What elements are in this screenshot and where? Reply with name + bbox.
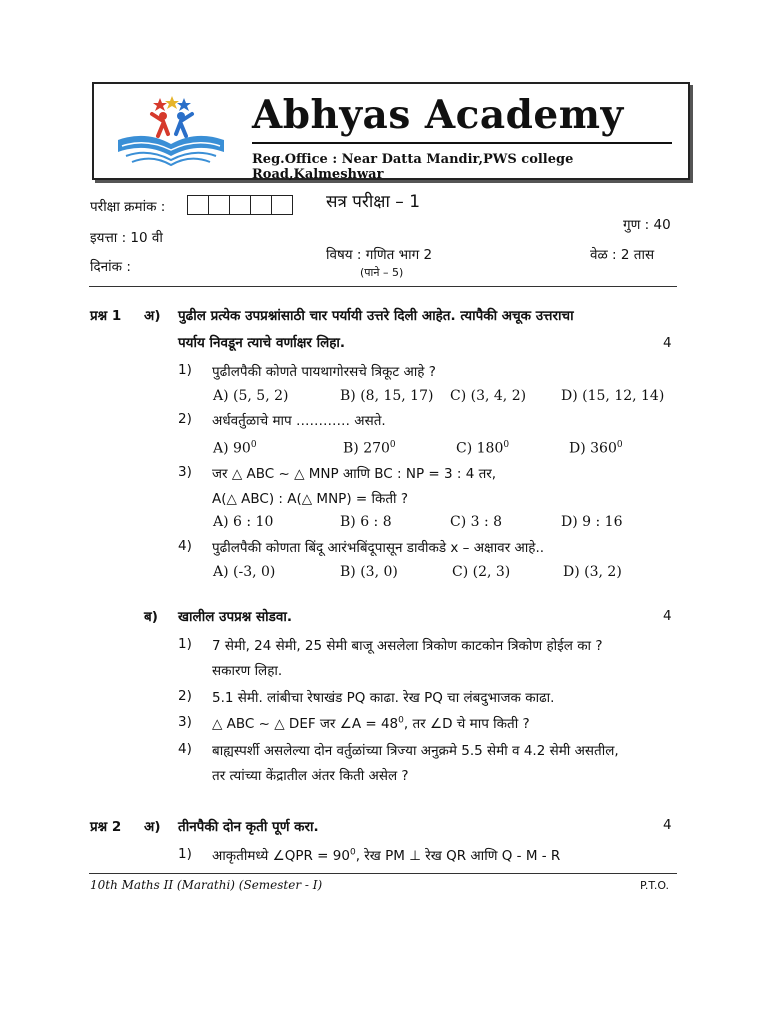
q1a-item3-option-c: C) 3 : 8 — [450, 514, 503, 530]
academy-name: Abhyas Academy — [252, 92, 624, 138]
seat-box[interactable] — [271, 195, 293, 215]
q1a-item4-option-a: A) (-3, 0) — [213, 564, 276, 580]
q1a-item1-num: 1) — [178, 362, 192, 378]
q1a-item2-option-a: A) $90^0$ — [213, 440, 257, 457]
q1a-marks: 4 — [663, 335, 672, 351]
q1b-instruction: खालील उपप्रश्न सोडवा. — [178, 609, 293, 625]
q1b-item1-num: 1) — [178, 636, 192, 652]
q2a-instruction: तीनपैकी दोन कृती पूर्ण करा. — [178, 819, 319, 835]
academy-logo-icon — [108, 94, 228, 168]
q2a-item1-text: आकृतीमध्ये ∠QPR = $90^0$, रेख PM ⊥ रेख QR आणि Q - M - R — [212, 847, 561, 864]
q1a-item1-text: पुढीलपैकी कोणते पायथागोरसचे त्रिकूट आहे ? — [212, 364, 436, 380]
header-rule — [89, 286, 677, 287]
q2-label: प्रश्न 2 — [90, 819, 122, 835]
class-label: इयत्ता : 10 वी — [90, 230, 163, 246]
q2a-marks: 4 — [663, 817, 672, 833]
q1a-item3-num: 3) — [178, 464, 192, 480]
seat-box[interactable] — [187, 195, 208, 215]
seat-box[interactable] — [208, 195, 229, 215]
subject-label: विषय : गणित भाग 2 — [326, 247, 433, 263]
q1a-item3-option-a: A) 6 : 10 — [213, 514, 274, 530]
total-marks: गुण : 40 — [623, 217, 671, 233]
q1a-item1-option-a: A) (5, 5, 2) — [213, 388, 289, 404]
seat-box[interactable] — [250, 195, 271, 215]
academy-banner — [92, 82, 690, 180]
q1a-item1-option-b: B) (8, 15, 17) — [340, 388, 434, 404]
q1a-item4-text: पुढीलपैकी कोणता बिंदू आरंभबिंदूपासून डावीकडे x – अक्षावर आहे.. — [212, 540, 545, 556]
q1b-item1-text2: सकारण लिहा. — [212, 663, 283, 679]
q1a-label: अ) — [144, 308, 161, 324]
q1b-label: ब) — [144, 609, 158, 625]
q1b-item4-num: 4) — [178, 741, 192, 757]
q1a-item2-option-b: B) $270^0$ — [343, 440, 396, 457]
q1b-item1-text: 7 सेमी, 24 सेमी, 25 सेमी बाजू असलेला त्रिकोण काटकोन त्रिकोण होईल का ? — [212, 638, 603, 654]
footer-rule — [89, 873, 677, 874]
seat-box[interactable] — [229, 195, 250, 215]
footer-pto: P.T.O. — [640, 879, 670, 892]
q1a-item3-option-b: B) 6 : 8 — [340, 514, 392, 530]
q1b-marks: 4 — [663, 608, 672, 624]
exam-title: सत्र परीक्षा – 1 — [326, 192, 421, 212]
q1a-item4-option-d: D) (3, 2) — [563, 564, 622, 580]
q1b-item4-text: बाह्यस्पर्शी असलेल्या दोन वर्तुळांच्या त्रिज्या अनुक्रमे 5.5 सेमी व 4.2 सेमी असतील, — [212, 743, 619, 759]
q1a-item2-num: 2) — [178, 411, 192, 427]
title-underline — [252, 142, 672, 144]
q1a-item3-text2: A(△ ABC) : A(△ MNP) = किती ? — [212, 491, 408, 507]
q1a-item4-option-b: B) (3, 0) — [340, 564, 398, 580]
q1b-item4-text2: तर त्यांच्या केंद्रातील अंतर किती असेल ? — [212, 768, 409, 784]
q1b-item3-num: 3) — [178, 714, 192, 730]
q1a-item4-num: 4) — [178, 538, 192, 554]
q1a-instruction-line1: पुढील प्रत्येक उपप्रश्नांसाठी चार पर्यायी उत्तरे दिली आहेत. त्यापैकी अचूक उत्तराचा — [178, 308, 574, 324]
reg-office-address: Reg.Office : Near Datta Mandir,PWS college Road,Kalmeshwar — [252, 152, 574, 182]
date-label: दिनांक : — [90, 259, 131, 275]
q1a-item2-option-c: C) $180^0$ — [456, 440, 510, 457]
q1a-instruction-line2: पर्याय निवडून त्याचे वर्णाक्षर लिहा. — [178, 335, 346, 351]
footer-subject: 10th Maths II (Marathi) (Semester - I) — [90, 878, 323, 892]
q1a-item2-text: अर्धवर्तुळाचे माप ………… असते. — [212, 413, 386, 429]
q1a-item1-option-c: C) (3, 4, 2) — [450, 388, 527, 404]
page-count: (पाने – 5) — [360, 266, 404, 279]
time-label: वेळ : 2 तास — [590, 247, 655, 263]
q1a-item3-text: जर △ ABC ~ △ MNP आणि BC : NP = 3 : 4 तर, — [212, 466, 497, 482]
q1a-item4-option-c: C) (2, 3) — [452, 564, 511, 580]
seat-number-label: परीक्षा क्रमांक : — [90, 199, 166, 215]
q1-label: प्रश्न 1 — [90, 308, 122, 324]
q1a-item3-option-d: D) 9 : 16 — [561, 514, 623, 530]
q1b-item2-text: 5.1 सेमी. लांबीचा रेषाखंड PQ काढा. रेख PQ चा लंबदुभाजक काढा. — [212, 690, 555, 706]
q1a-item2-option-d: D) $360^0$ — [569, 440, 623, 457]
q1b-item3-text: △ ABC ~ △ DEF जर ∠A = $48^0$, तर ∠D चे माप किती ? — [212, 715, 530, 732]
q1b-item2-num: 2) — [178, 688, 192, 704]
seat-number-boxes[interactable] — [187, 195, 293, 215]
q2a-item1-num: 1) — [178, 846, 192, 862]
q1a-item1-option-d: D) (15, 12, 14) — [561, 388, 665, 404]
q2a-label: अ) — [144, 819, 161, 835]
